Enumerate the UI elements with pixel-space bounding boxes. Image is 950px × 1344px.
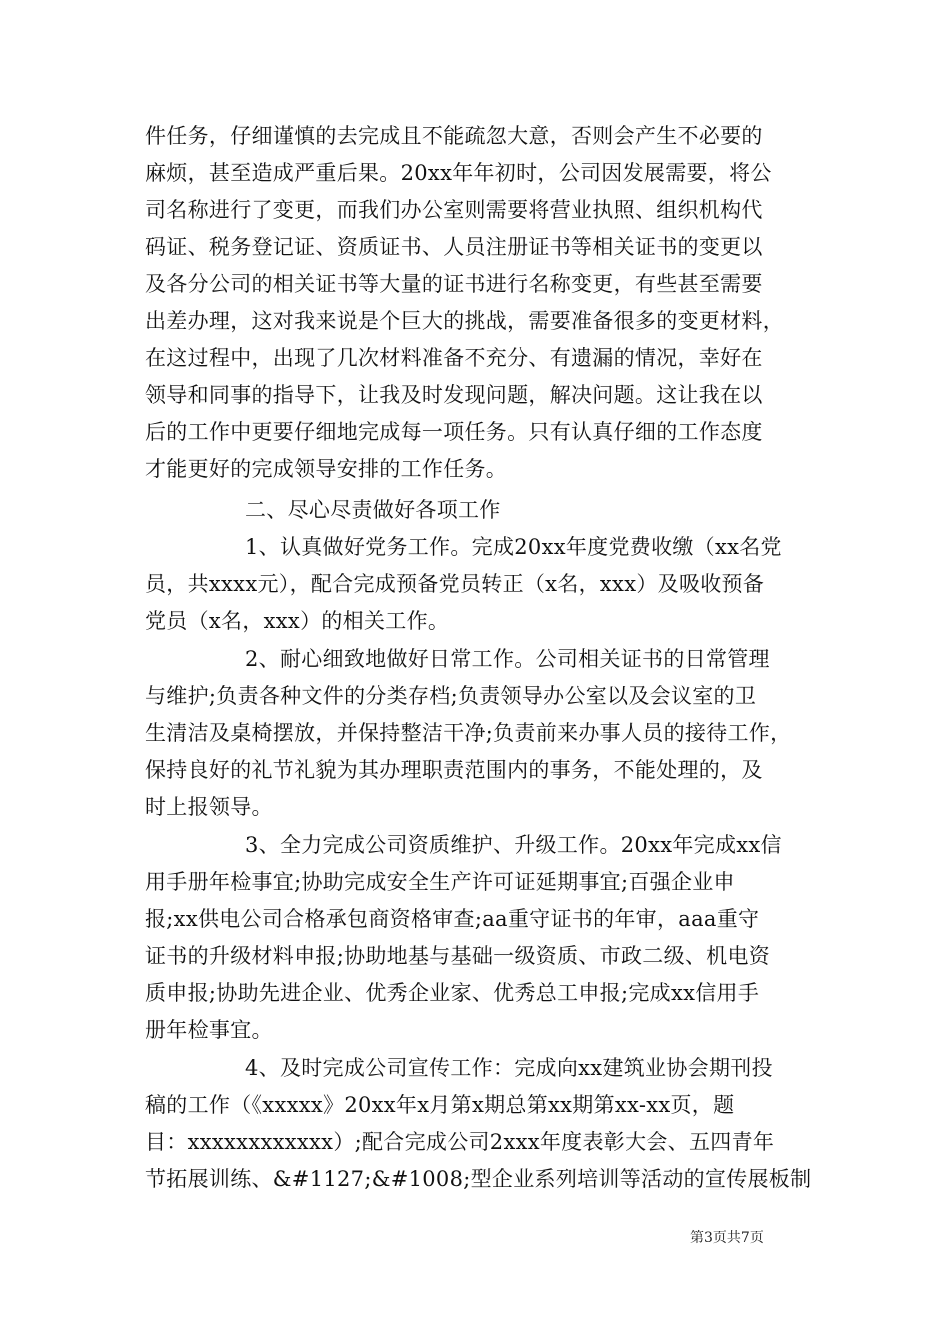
paragraph-line: 证书的升级材料申报;协助地基与基础一级资质、市政二级、机电资	[145, 944, 771, 968]
paragraph-line: 1、认真做好党务工作。完成20xx年度党费收缴（xx名党	[245, 535, 782, 559]
paragraph-line: 3、全力完成公司资质维护、升级工作。20xx年完成xx信	[245, 833, 782, 857]
section-heading: 二、尽心尽责做好各项工作	[245, 498, 501, 522]
paragraph-line: 领导和同事的指导下，让我及时发现问题，解决问题。这让我在以	[145, 383, 763, 407]
paragraph-line: 用手册年检事宜;协助完成安全生产许可证延期事宜;百强企业申	[145, 870, 735, 894]
paragraph-line: 时上报领导。	[145, 795, 273, 819]
paragraph-line: 出差办理，这对我来说是个巨大的挑战，需要准备很多的变更材料，	[145, 309, 784, 333]
paragraph-line: 目：xxxxxxxxxxxx）;配合完成公司2xxx年度表彰大会、五四青年	[145, 1130, 775, 1154]
paragraph-line: 稿的工作（《xxxxx》20xx年x月第x期总第xx期第xx-xx页，题	[145, 1093, 735, 1117]
paragraph-line: 后的工作中更要仔细地完成每一项任务。只有认真仔细的工作态度	[145, 420, 763, 444]
paragraph-line: 2、耐心细致地做好日常工作。公司相关证书的日常管理	[245, 647, 770, 671]
paragraph-line: 员，共xxxx元），配合完成预备党员转正（x名，xxx）及吸收预备	[145, 572, 765, 596]
paragraph-line: 在这过程中，出现了几次材料准备不充分、有遗漏的情况，幸好在	[145, 346, 763, 370]
paragraph-line: 册年检事宜。	[145, 1018, 273, 1042]
paragraph-line: 与维护;负责各种文件的分类存档;负责领导办公室以及会议室的卫	[145, 684, 757, 708]
paragraph-line: 党员（x名，xxx）的相关工作。	[145, 609, 450, 633]
paragraph-line: 保持良好的礼节礼貌为其办理职责范围内的事务，不能处理的，及	[145, 758, 763, 782]
paragraph-line: 质申报;协助先进企业、优秀企业家、优秀总工申报;完成xx信用手	[145, 981, 760, 1005]
paragraph-line: 报;xx供电公司合格承包商资格审查;aa重守证书的年审，aaa重守	[145, 907, 760, 931]
paragraph-line: 及各分公司的相关证书等大量的证书进行名称变更，有些甚至需要	[145, 272, 763, 296]
paragraph-line: 司名称进行了变更，而我们办公室则需要将营业执照、组织机构代	[145, 198, 763, 222]
page-number: 第3页共7页	[690, 1230, 764, 1246]
paragraph-line: 麻烦，甚至造成严重后果。20xx年年初时，公司因发展需要，将公	[145, 161, 772, 185]
paragraph-line: 4、及时完成公司宣传工作：完成向xx建筑业协会期刊投	[245, 1056, 773, 1080]
paragraph-line: 节拓展训练、&#1127;&#1008;型企业系列培训等活动的宣传展板制	[145, 1167, 812, 1191]
paragraph-line: 码证、税务登记证、资质证书、人员注册证书等相关证书的变更以	[145, 235, 763, 259]
paragraph-line: 才能更好的完成领导安排的工作任务。	[145, 457, 508, 481]
paragraph-line: 生清洁及桌椅摆放，并保持整洁干净;负责前来办事人员的接待工作，	[145, 721, 792, 745]
paragraph-line: 件任务，仔细谨慎的去完成且不能疏忽大意，否则会产生不必要的	[145, 124, 763, 148]
